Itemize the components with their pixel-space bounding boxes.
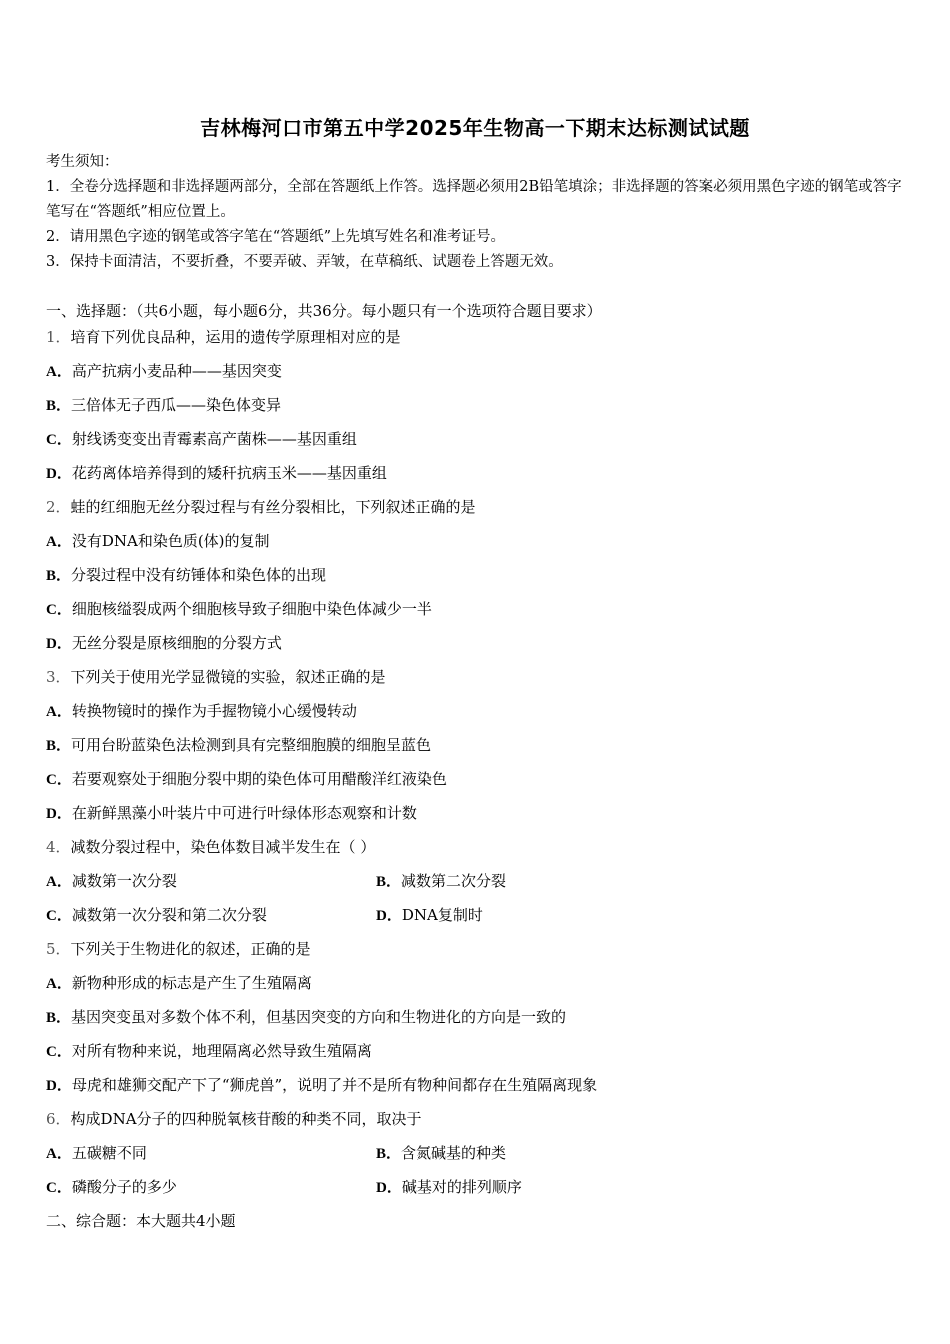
option-label: A．: [46, 976, 72, 992]
option-text: 无丝分裂是原核细胞的分裂方式: [71, 634, 282, 652]
option-text: 高产抗病小麦品种——基因突变: [71, 362, 282, 380]
question-stem: [46, 666, 386, 687]
section-heading: 一、选择题：（共6小题，每小题6分，共36分。每小题只有一个选项符合题目要求）: [46, 302, 602, 320]
option-text: 母虎和雄狮交配产下了“狮虎兽”，说明了并不是所有物种间都存在生殖隔离现象: [71, 1076, 598, 1094]
option-text: 在新鲜黑藻小叶装片中可进行叶绿体形态观察和计数: [71, 804, 417, 822]
option[interactable]: [376, 1176, 522, 1197]
option[interactable]: [46, 734, 431, 755]
section-heading: 二、综合题：本大题共4小题: [46, 1212, 236, 1230]
option-label: D．: [376, 908, 402, 924]
question-text: 构成DNA分子的四种脱氧核苷酸的种类不同，取决于: [70, 1110, 422, 1128]
option[interactable]: [46, 530, 270, 551]
option[interactable]: [46, 700, 357, 721]
option-text: 三倍体无子西瓜——染色体变异: [71, 396, 282, 414]
option[interactable]: [46, 972, 312, 993]
option-label: A．: [46, 364, 72, 380]
option-label: D．: [46, 1078, 72, 1094]
option[interactable]: [46, 802, 417, 823]
option[interactable]: [46, 394, 281, 415]
option-label: B．: [46, 398, 72, 414]
page-title: 吉林梅河口市第五中学2025年生物高一下期末达标测试试题: [200, 116, 750, 140]
question-stem: [46, 1108, 422, 1129]
option-text: DNA复制时: [401, 906, 483, 924]
option[interactable]: [46, 1040, 372, 1061]
option-text: 分裂过程中没有纺锤体和染色体的出现: [71, 566, 327, 584]
option[interactable]: [46, 632, 282, 653]
question-number: 3．: [46, 668, 71, 686]
option-label: C．: [46, 908, 72, 924]
option-label: D．: [46, 806, 72, 822]
option-text: 五碳糖不同: [71, 1144, 147, 1162]
question-number: 4．: [46, 838, 71, 856]
option-text: 减数第二次分裂: [401, 872, 507, 890]
option-text: 磷酸分子的多少: [71, 1178, 177, 1196]
question-stem: [46, 836, 375, 857]
option-text: 减数第一次分裂和第二次分裂: [71, 906, 267, 924]
option-label: D．: [46, 466, 72, 482]
option-label: C．: [46, 432, 72, 448]
option-label: C．: [46, 602, 72, 618]
option[interactable]: [46, 768, 447, 789]
option[interactable]: [376, 1142, 506, 1163]
option-label: A．: [46, 1146, 72, 1162]
question-stem: [46, 496, 476, 517]
option-label: B．: [376, 874, 402, 890]
option-label: C．: [46, 772, 72, 788]
question-number: 5．: [46, 940, 71, 958]
option-text: 花药离体培养得到的矮秆抗病玉米——基因重组: [71, 464, 387, 482]
question-number: 2．: [46, 498, 71, 516]
question-number: 1．: [46, 328, 71, 346]
option-label: A．: [46, 874, 72, 890]
option[interactable]: [46, 1074, 597, 1095]
option-text: 减数第一次分裂: [71, 872, 177, 890]
notice-block: [46, 150, 906, 275]
option[interactable]: [46, 360, 282, 381]
option[interactable]: [46, 564, 326, 585]
question-text: 下列关于生物进化的叙述，正确的是: [70, 940, 311, 958]
option-label: B．: [376, 1146, 402, 1162]
option-text: 细胞核缢裂成两个细胞核导致子细胞中染色体减少一半: [71, 600, 432, 618]
option[interactable]: [46, 1176, 177, 1197]
option-label: D．: [46, 636, 72, 652]
option-label: C．: [46, 1044, 72, 1060]
notice-item: 3．保持卡面清洁，不要折叠，不要弄破、弄皱，在草稿纸、试题卷上答题无效。: [46, 254, 563, 270]
option-text: 转换物镜时的操作为手握物镜小心缓慢转动: [71, 702, 357, 720]
question-stem: [46, 326, 401, 347]
option-text: 射线诱变变出青霉素高产菌株——基因重组: [71, 430, 357, 448]
question-text: 减数分裂过程中，染色体数目减半发生在（ ）: [70, 838, 376, 856]
notice-item: 2．请用黑色字迹的钢笔或答字笔在“答题纸”上先填写姓名和准考证号。: [46, 229, 506, 245]
question-text: 培育下列优良品种，运用的遗传学原理相对应的是: [70, 328, 401, 346]
option-label: C．: [46, 1180, 72, 1196]
option-label: D．: [376, 1180, 402, 1196]
option-text: 对所有物种来说，地理隔离必然导致生殖隔离: [71, 1042, 372, 1060]
option[interactable]: [46, 428, 357, 449]
option-text: 若要观察处于细胞分裂中期的染色体可用醋酸洋红液染色: [71, 770, 447, 788]
question-stem: [46, 938, 311, 959]
option[interactable]: [46, 1006, 566, 1027]
option-text: 碱基对的排列顺序: [401, 1178, 522, 1196]
question-number: 6．: [46, 1110, 71, 1128]
option[interactable]: [46, 598, 432, 619]
notice-heading: 考生须知：: [46, 154, 119, 170]
option-text: 基因突变虽对多数个体不利，但基因突变的方向和生物进化的方向是一致的: [71, 1008, 567, 1026]
option[interactable]: [46, 870, 177, 891]
option[interactable]: [46, 462, 387, 483]
option-text: 含氮碱基的种类: [401, 1144, 507, 1162]
option[interactable]: [376, 904, 483, 925]
question-text: 下列关于使用光学显微镜的实验，叙述正确的是: [70, 668, 386, 686]
option-label: B．: [46, 1010, 72, 1026]
option[interactable]: [46, 1142, 147, 1163]
option[interactable]: [46, 904, 267, 925]
option-label: B．: [46, 738, 72, 754]
option[interactable]: [376, 870, 506, 891]
option-label: A．: [46, 534, 72, 550]
option-text: 可用台盼蓝染色法检测到具有完整细胞膜的细胞呈蓝色: [71, 736, 432, 754]
option-label: A．: [46, 704, 72, 720]
option-text: 没有DNA和染色质(体)的复制: [71, 532, 270, 550]
option-label: B．: [46, 568, 72, 584]
option-text: 新物种形成的标志是产生了生殖隔离: [71, 974, 312, 992]
question-text: 蛙的红细胞无丝分裂过程与有丝分裂相比，下列叙述正确的是: [70, 498, 476, 516]
notice-item: 1．全卷分选择题和非选择题两部分，全部在答题纸上作答。选择题必须用2B铅笔填涂；非选择题的答案必须用黑色字迹的钢笔或答字笔写在“答题纸”相应位置上。: [46, 179, 902, 220]
